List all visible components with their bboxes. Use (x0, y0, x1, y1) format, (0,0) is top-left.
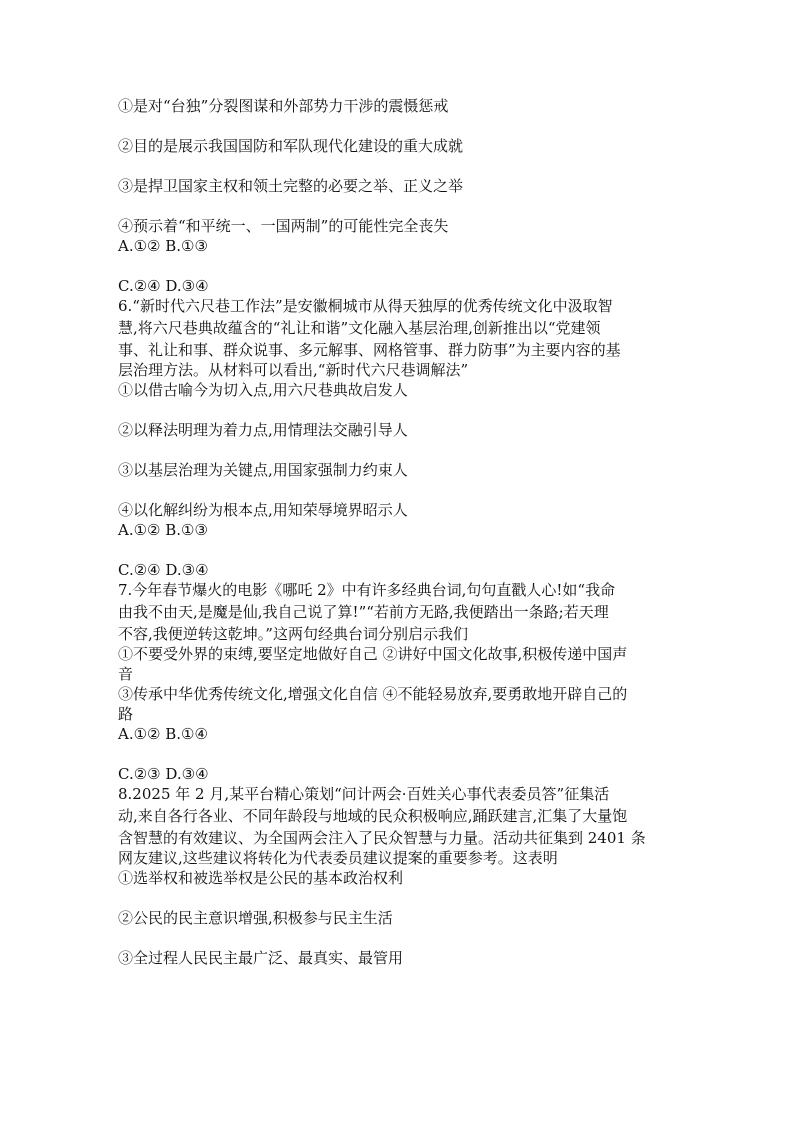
q8-option-2: ②公民的民主意识增强,积极参与民主生活 (118, 909, 393, 927)
q8-stem-line-1: 8.2025 年 2 月,某平台精心策划“问计两会·百姓关心事代表委员答”征集活 (118, 785, 610, 803)
q8-stem-line-3: 含智慧的有效建议、为全国两会注入了民众智慧与力量。活动共征集到 2401 条 (118, 829, 646, 847)
q7-stem-line-1: 7.今年春节爆火的电影《哪吒 2》中有许多经典台词,句句直戳人心!如“我命 (118, 581, 616, 599)
q6-stem-line-4: 层治理方法。从材料可以看出,“新时代六尺巷调解法” (118, 361, 469, 379)
q6-choices-ab: A.①② B.①③ (118, 521, 208, 539)
q6-choices-cd: C.②④ D.③④ (118, 561, 209, 579)
q7-options-1-2-line-1: ①不要受外界的束缚,要坚定地做好自己 ②讲好中国文化故事,积极传递中国声 (118, 645, 628, 663)
q5-choices-ab: A.①② B.①③ (118, 237, 208, 255)
q6-option-4: ④以化解纠纷为根本点,用知荣辱境界昭示人 (118, 501, 408, 519)
q5-option-1: ①是对“台独”分裂图谋和外部势力干涉的震慑惩戒 (118, 97, 449, 115)
q7-stem-line-2: 由我不由天,是魔是仙,我自己说了算!”“若前方无路,我便踏出一条路;若天理 (118, 603, 609, 621)
q7-options-1-2-line-2: 音 (118, 665, 134, 683)
q6-stem-line-3: 事、礼让和事、群众说事、多元解事、网格管事、群力防事”为主要内容的基 (118, 341, 621, 359)
q7-choices-cd: C.②③ D.③④ (118, 765, 209, 783)
q7-stem-line-3: 不容,我便逆转这乾坤。”这两句经典台词分别启示我们 (118, 625, 468, 643)
q8-stem-line-4: 网友建议,这些建议将转化为代表委员建议提案的重要参考。这表明 (118, 849, 558, 867)
q7-options-3-4-line-2: 路 (118, 705, 134, 723)
q6-option-1: ①以借古喻今为切入点,用六尺巷典故启发人 (118, 381, 408, 399)
q6-stem-line-1: 6.“新时代六尺巷工作法”是安徽桐城市从得天独厚的优秀传统文化中汲取智 (118, 297, 613, 315)
q5-option-4: ④预示着“和平统一、一国两制”的可能性完全丧失 (118, 217, 449, 235)
q8-option-1: ①选举权和被选举权是公民的基本政治权利 (118, 869, 404, 887)
q7-choices-ab: A.①② B.①④ (118, 725, 208, 743)
q5-choices-cd: C.②④ D.③④ (118, 277, 209, 295)
q8-option-3: ③全过程人民民主最广泛、最真实、最管用 (118, 949, 404, 967)
q5-option-2: ②目的是展示我国国防和军队现代化建设的重大成就 (118, 137, 464, 155)
q6-option-2: ②以释法明理为着力点,用情理法交融引导人 (118, 421, 408, 439)
q7-options-3-4-line-1: ③传承中华优秀传统文化,增强文化自信 ④不能轻易放弃,要勇敢地开辟自己的 (118, 685, 628, 703)
q6-option-3: ③以基层治理为关键点,用国家强制力约束人 (118, 461, 408, 479)
q5-option-3: ③是捍卫国家主权和领土完整的必要之举、正义之举 (118, 177, 464, 195)
q8-stem-line-2: 动,来自各行各业、不同年龄段与地域的民众积极响应,踊跃建言,汇集了大量饱 (118, 807, 628, 825)
q6-stem-line-2: 慧,将六尺巷典故蕴含的“礼让和谐”文化融入基层治理,创新推出以“党建领 (118, 319, 601, 337)
